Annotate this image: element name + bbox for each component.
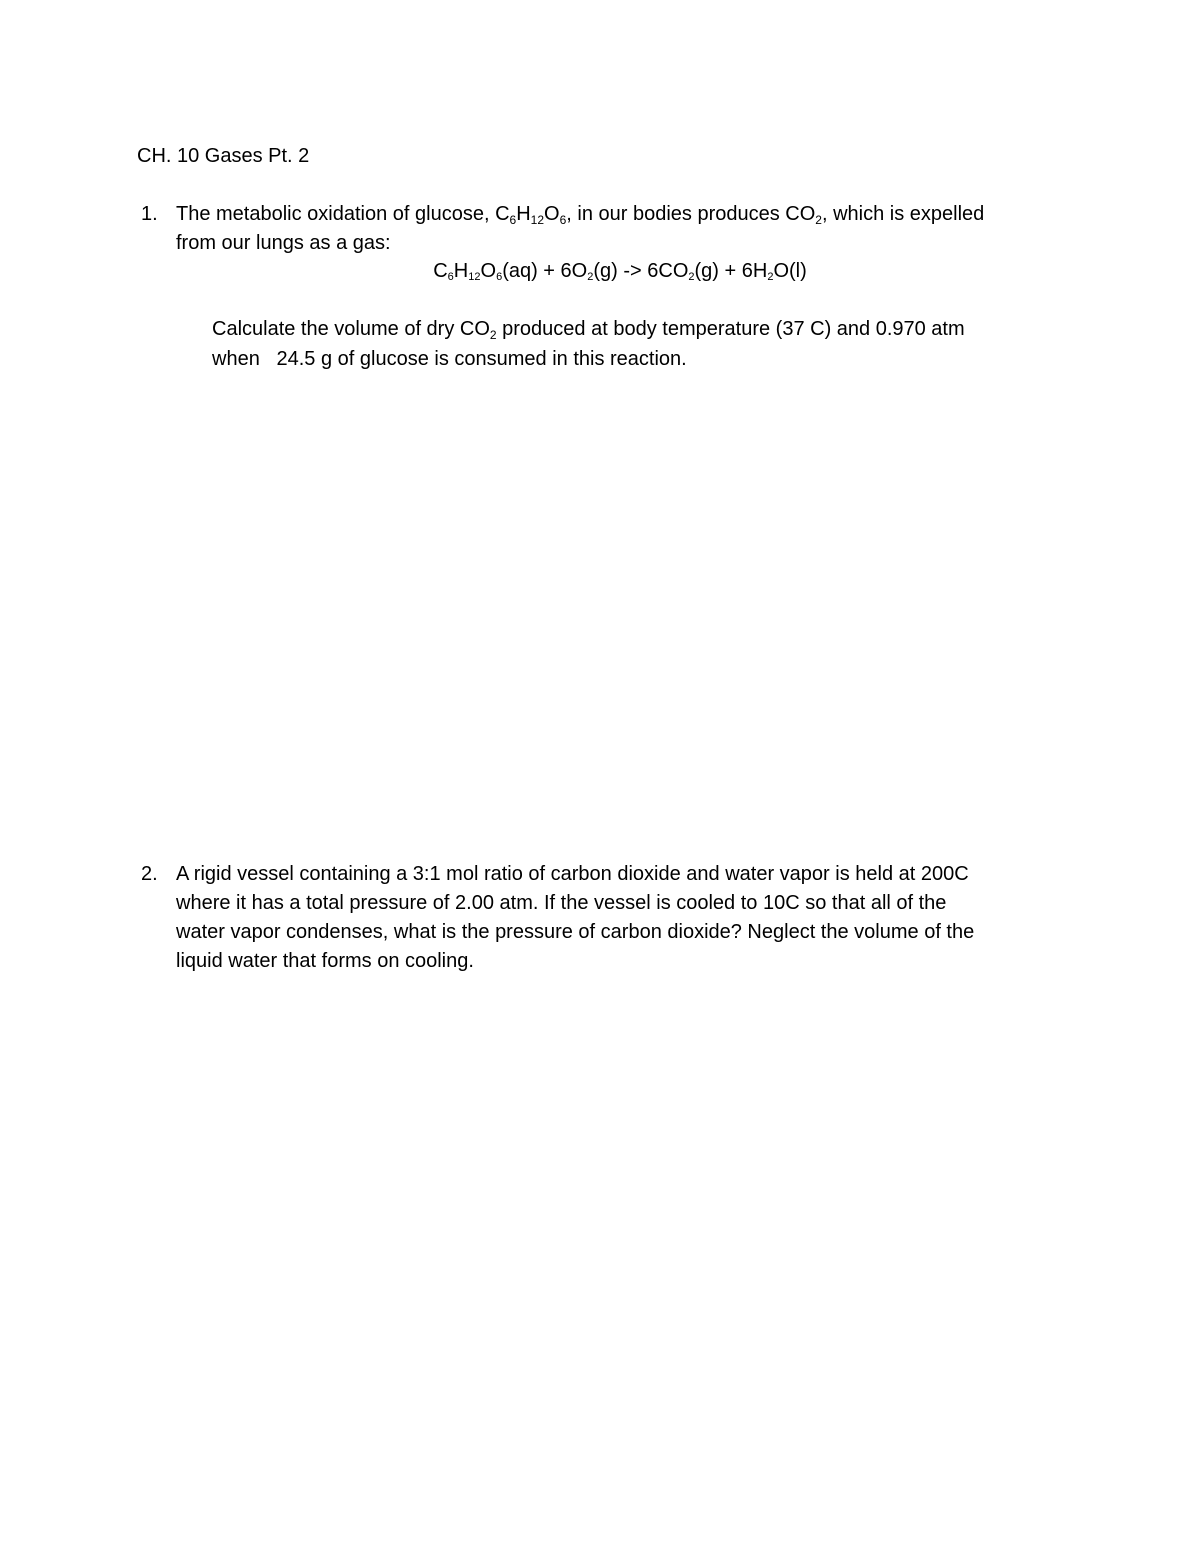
chemical-equation: C6H12O6(aq) + 6O2(g) -> 6CO2(g) + 6H2O(l) xyxy=(433,260,807,283)
question-1-prompt-line-2: when 24.5 g of glucose is consumed in this reaction. xyxy=(212,348,687,370)
question-2-line-4: liquid water that forms on cooling. xyxy=(176,950,474,972)
question-2-text xyxy=(176,860,974,976)
question-2-line-1: A rigid vessel containing a 3:1 mol ratio of carbon dioxide and water vapor is held at 200C xyxy=(176,863,969,885)
question-1-number: 1. xyxy=(141,203,158,225)
question-2-line-3: water vapor condenses, what is the pressure of carbon dioxide? Neglect the volume of the xyxy=(176,921,975,943)
question-2-number: 2. xyxy=(141,863,158,885)
question-1-text xyxy=(176,200,1056,258)
question-2-line-2: where it has a total pressure of 2.00 atm. If the vessel is cooled to 10C so that all of the xyxy=(176,892,947,914)
document-title: CH. 10 Gases Pt. 2 xyxy=(137,145,310,167)
question-1-prompt-line-1: Calculate the volume of dry $CO_2$ produced at body temperature (37 C) and 0.970 atm xyxy=(212,318,965,342)
question-1-prompt xyxy=(212,314,965,374)
question-1-line-2: from our lungs as a gas: xyxy=(176,232,391,254)
question-1-line-1: The metabolic oxidation of glucose, $C_6H_{12}O_6$, in our bodies produces $CO_2$, which is expelled xyxy=(176,203,985,227)
